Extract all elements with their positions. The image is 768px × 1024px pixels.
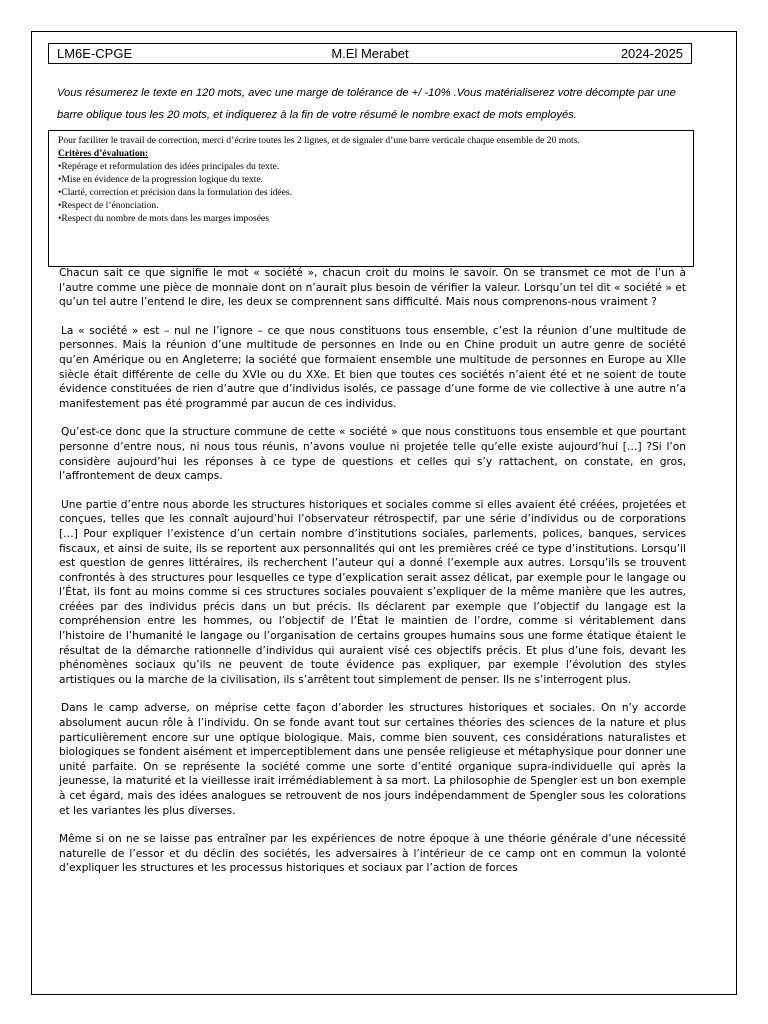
criteria-item: • Clarté, correction et précision dans la formulation des idées. bbox=[58, 186, 685, 199]
criteria-item: • Mise en évidence de la progression logique du texte. bbox=[58, 173, 685, 186]
criteria-intro: Pour faciliter le travail de correction, merci d’écrire toutes les 2 lignes, et de signaler d’une barre verticale chaque ensemble de 20 mots. bbox=[58, 135, 580, 146]
paragraph: La « société » est – nul ne l’ignore – ce que nous constituons tous ensemble, c’est la réunion d’une multitude de personnes. Mais la réunion d’une multitude de personnes en Inde ou en Chine produit un autre genre de société qu’en Amérique ou en Angleterre; la société que formaient ensemble une multitude de personnes en Europe au XIIe siècle était différente de celle du XVIe ou du XXe. Et bien que toutes ces sociétés n’aient été et ne soient de toute évidence constituées de rien d’autre que d’individus isolés, ce passage d’une forme de vie collective à une autre n’a manifestement pas été programmé par aucun de ces individus. bbox=[59, 324, 686, 410]
document-header bbox=[48, 43, 692, 64]
criteria-box bbox=[48, 130, 694, 267]
paragraph: Qu’est-ce donc que la structure commune de cette « société » que nous constituons tous ensemble et que pourtant personne d’entre nous, ni nous tous réunis, n’avons voulue ni projetée telle qu’elle existe aujourd’hui […] ?Si l’on considère aujourd’hui les réponses à ce type de questions et celles qui s’y rattachent, on constate, en gros, l’affrontement de deux camps. bbox=[59, 426, 686, 483]
class-label: LM6E-CPGE bbox=[57, 46, 133, 61]
criteria-title: Critères d’évaluation: bbox=[58, 148, 149, 159]
school-year: 2024-2025 bbox=[620, 46, 683, 61]
paragraph: Chacun sait ce que signifie le mot « société », chacun croit du moins le savoir. On se transmet ce mot de l’un à l’autre comme une pièce de monnaie dont on n’aurait plus besoin de vérifier la valeur. Lorsqu’un tel dit « société » et qu’un tel autre l’entend le dire, les deux se comprennent sans difficulté. Mais nous comprenons-nous vraiment ? bbox=[59, 267, 686, 309]
paragraph: Dans le camp adverse, on méprise cette façon d’aborder les structures historiques et sociales. On n’y accorde absolument aucun rôle à l’individu. On se fonde avant tout sur certaines théories des sciences de la nature et plus particulièrement encore sur une optique biologique. Mais, comme bien souvent, ces considérations naturalistes et biologiques se fondent aisément et imperceptiblement dans une pensée religieuse et métaphysique pour donner une unité parfaite. On se représente la société comme une sorte d’entité organique supra-individuelle qui après la jeunesse, la maturité et la vieillesse irait irrémédiablement à sa mort. La philosophie de Spengler est un bon exemple à cet égard, mais des idées analogues se retrouvent de nos jours indépendamment de Spengler sous les colorations et les variantes les plus diverses. bbox=[59, 702, 686, 817]
criteria-list bbox=[58, 160, 685, 225]
instructions: Vous résumerez le texte en 120 mots, avec une marge de tolérance de +/ -10% .Vous matérialiserez votre décompte par une barre oblique tous les 20 mots, et indiquerez à la fin de votre résumé le nombre exact de mots employés. bbox=[57, 87, 676, 121]
paragraph: Même si on ne se laisse pas entraîner par les expériences de notre époque à une théorie générale d’une nécessité naturelle de l’essor et du déclin des sociétés, les adversaires à l’intérieur de ce camp ont en commun la volonté d’expliquer les structures et les processus historiques et sociaux par l’action de forces bbox=[59, 833, 686, 875]
criteria-item: • Repérage et reformulation des idées principales du texte. bbox=[58, 160, 685, 173]
source-text bbox=[59, 266, 686, 890]
teacher-name: M.El Merabet bbox=[331, 46, 409, 61]
criteria-item: • Respect de l’énonciation. bbox=[58, 199, 685, 212]
criteria-item: • Respect du nombre de mots dans les marges imposées bbox=[58, 212, 685, 225]
paragraph: Une partie d’entre nous aborde les structures historiques et sociales comme si elles avaient été créées, projetées et conçues, telles que les connaît aujourd’hui l’observateur rétrospectif, par une série d’individus ou de corporations […] Pour expliquer l’existence d’un certain nombre d’institutions sociales, parlements, polices, banques, services fiscaux, et ainsi de suite, ils se reportent aux personnalités qui ont les premières créé ce type d’institutions. Lorsqu’il est question de genres littéraires, ils recherchent l’auteur qui a donné l’exemple aux autres. Lorsqu’ils se trouvent confrontés à des structures pour lesquelles ce type d’explication serait assez délicat, par exemple pour le langage ou l’État, ils font au moins comme si ces structures sociales pouvaient s’expliquer de la même manière que les autres, créées par des individus précis dans un but précis. Ils déclarent par exemple que l’objectif du langage est la compréhension entre les hommes, ou l’objectif de l’État le maintien de l’ordre, comme si véritablement dans l’histoire de l’humanité le langage ou l’organisation de certains groupes humains sous une forme étatique étaient le résultat de la démarche rationnelle d’individus qui auraient visé ces objectifs précis. Et plus d’une fois, devant les phénomènes sociaux qu’ils ne peuvent de toute évidence pas expliquer, par exemple l’évolution des styles artistiques ou la marche de la civilisation, ils s’arrêtent tout simplement de penser. Ils ne s’interrogent plus. bbox=[59, 498, 686, 686]
